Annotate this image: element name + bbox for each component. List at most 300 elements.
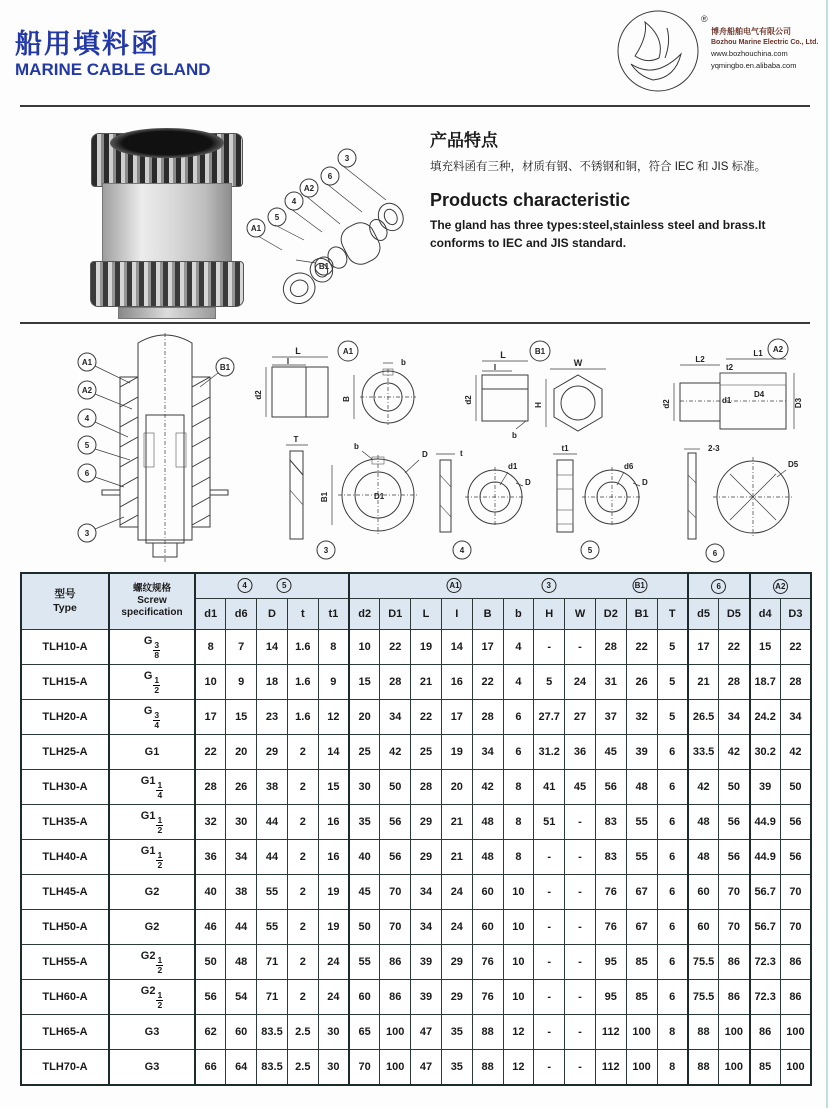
cell-d4: 72.3	[750, 980, 781, 1015]
features-body-en: The gland has three types:steel,stainless steel and brass.It conforms to IEC and JIS standard.	[430, 218, 766, 250]
dim-a1-L: L	[295, 346, 301, 356]
cell-D1: 70	[380, 875, 411, 910]
cell-H: -	[534, 910, 565, 945]
cell-B: 76	[472, 980, 503, 1015]
cell-D1: 22	[380, 630, 411, 665]
company-logo-icon	[615, 8, 701, 94]
cell-D3: 70	[780, 875, 811, 910]
cell-L: 29	[411, 840, 442, 875]
cell-I: 20	[441, 770, 472, 805]
callout-a2: A2	[303, 184, 315, 193]
cell-D2: 83	[595, 805, 626, 840]
cell-t1: 8	[318, 630, 349, 665]
cell-T: 8	[657, 1050, 688, 1086]
column-header-d5: d5	[688, 599, 719, 630]
cell-d6: 9	[226, 665, 257, 700]
cell-screw-spec: G2 $\frac{1}{2}$	[109, 945, 195, 980]
cell-H: -	[534, 945, 565, 980]
page-title-chinese: 船用填料函	[15, 29, 160, 59]
cell-d1: 28	[195, 770, 226, 805]
detail-a2-tag: A2	[772, 345, 784, 354]
cell-t: 2	[287, 770, 318, 805]
cell-I: 17	[441, 700, 472, 735]
cell-d5: 33.5	[688, 735, 719, 770]
cell-T: 5	[657, 630, 688, 665]
cell-D: 55	[257, 875, 288, 910]
cell-D: 83.5	[257, 1050, 288, 1086]
cell-b: 4	[503, 630, 534, 665]
cell-d2: 40	[349, 840, 380, 875]
cell-screw-spec: G $\frac{1}{2}$	[109, 665, 195, 700]
cell-b: 10	[503, 945, 534, 980]
cell-D1: 28	[380, 665, 411, 700]
cell-d6: 48	[226, 945, 257, 980]
cell-d4: 24.2	[750, 700, 781, 735]
dim-5-d6: d6	[624, 462, 634, 471]
cell-d2: 15	[349, 665, 380, 700]
column-header-T: T	[657, 599, 688, 630]
cell-t1: 16	[318, 840, 349, 875]
dim-a2-t2: t2	[726, 363, 734, 372]
callout-a1: A1	[250, 224, 262, 233]
cell-b: 12	[503, 1050, 534, 1086]
cell-L: 21	[411, 665, 442, 700]
cell-D5: 70	[719, 875, 750, 910]
cell-H: -	[534, 630, 565, 665]
cell-d1: 10	[195, 665, 226, 700]
cell-D1: 100	[380, 1050, 411, 1086]
cell-D1: 56	[380, 840, 411, 875]
dim-a1-b: b	[401, 358, 406, 367]
cell-I: 21	[441, 840, 472, 875]
cell-I: 19	[441, 735, 472, 770]
group-tag-6: 6	[711, 579, 726, 594]
detail-4-drawing	[436, 449, 531, 559]
features-heading-cn: 产品特点	[430, 131, 498, 150]
cell-type: TLH45-A	[21, 875, 109, 910]
callout-3: 3	[344, 154, 350, 163]
cell-D5: 42	[719, 735, 750, 770]
cell-D1: 56	[380, 805, 411, 840]
cell-I: 35	[441, 1050, 472, 1086]
cell-B1: 26	[626, 665, 657, 700]
dim-a1-I: I	[286, 357, 290, 366]
cell-b: 8	[503, 805, 534, 840]
column-header-D1: D1	[380, 599, 411, 630]
cell-D3: 86	[780, 945, 811, 980]
cell-d1: 32	[195, 805, 226, 840]
cell-W: -	[565, 840, 596, 875]
cell-L: 34	[411, 910, 442, 945]
cell-T: 6	[657, 980, 688, 1015]
cell-W: 27	[565, 700, 596, 735]
cell-D2: 45	[595, 735, 626, 770]
group-tag-5: 5	[277, 578, 292, 593]
table-row	[21, 1050, 811, 1086]
cell-T: 6	[657, 735, 688, 770]
detail-b1-tag: B1	[534, 347, 546, 356]
dim-3-D1: D1	[374, 492, 385, 501]
features-heading-en: Products characteristic	[430, 190, 631, 211]
cell-L: 47	[411, 1015, 442, 1050]
company-logo-block	[615, 8, 825, 100]
company-website: www.bozhouchina.com	[711, 49, 788, 58]
cell-d1: 50	[195, 945, 226, 980]
cell-d5: 42	[688, 770, 719, 805]
cell-d2: 35	[349, 805, 380, 840]
photo-body	[102, 183, 232, 263]
cell-D2: 83	[595, 840, 626, 875]
cell-screw-spec: G2	[109, 875, 195, 910]
cell-W: -	[565, 805, 596, 840]
cell-d5: 21	[688, 665, 719, 700]
detail-6-tag: 6	[712, 549, 718, 558]
cell-D: 71	[257, 945, 288, 980]
assembly-callout-3: 3	[84, 529, 90, 538]
dim-b1-H: H	[534, 402, 543, 408]
cell-W: 24	[565, 665, 596, 700]
cell-D3: 56	[780, 805, 811, 840]
cell-d2: 10	[349, 630, 380, 665]
cell-I: 35	[441, 1015, 472, 1050]
cell-b: 10	[503, 875, 534, 910]
cell-D2: 56	[595, 770, 626, 805]
column-header-t: t	[287, 599, 318, 630]
column-header-d6: d6	[226, 599, 257, 630]
column-header-B1: B1	[626, 599, 657, 630]
callout-5: 5	[274, 213, 280, 222]
cell-d4: 44.9	[750, 840, 781, 875]
photo-top-nut	[91, 133, 243, 187]
dim-4-D: D	[525, 478, 531, 487]
cell-D: 83.5	[257, 1015, 288, 1050]
cell-W: 36	[565, 735, 596, 770]
cell-T: 5	[657, 700, 688, 735]
cell-d1: 56	[195, 980, 226, 1015]
dim-3-b: b	[354, 442, 359, 451]
cell-L: 29	[411, 805, 442, 840]
cell-d6: 15	[226, 700, 257, 735]
detail-a1-drawing	[254, 341, 416, 425]
cell-B1: 100	[626, 1050, 657, 1086]
detail-a2-drawing	[662, 339, 803, 429]
cell-d5: 48	[688, 805, 719, 840]
dim-a2-D4: D4	[754, 390, 765, 399]
cell-t1: 14	[318, 735, 349, 770]
callout-4: 4	[291, 197, 297, 206]
table-row	[21, 945, 811, 980]
cell-screw-spec: G3	[109, 1015, 195, 1050]
cell-B1: 48	[626, 770, 657, 805]
group-6	[688, 573, 750, 599]
cell-screw-spec: G3	[109, 1050, 195, 1086]
cell-D: 23	[257, 700, 288, 735]
product-features	[430, 120, 822, 252]
cell-D2: 76	[595, 875, 626, 910]
cell-type: TLH55-A	[21, 945, 109, 980]
header-divider	[20, 105, 810, 107]
dim-a1-B: B	[342, 396, 351, 402]
cell-b: 10	[503, 980, 534, 1015]
cell-D5: 70	[719, 910, 750, 945]
callout-6: 6	[327, 172, 333, 181]
cell-t: 2.5	[287, 1050, 318, 1086]
cell-D1: 86	[380, 945, 411, 980]
cell-T: 6	[657, 840, 688, 875]
photo-base	[118, 307, 216, 319]
table-row	[21, 910, 811, 945]
cell-H: 5	[534, 665, 565, 700]
group-a2	[750, 573, 812, 599]
cell-D2: 31	[595, 665, 626, 700]
cell-H: -	[534, 980, 565, 1015]
cell-T: 8	[657, 1015, 688, 1050]
table-row	[21, 840, 811, 875]
cell-B: 42	[472, 770, 503, 805]
product-photo	[78, 133, 256, 303]
cell-d2: 25	[349, 735, 380, 770]
cell-type: TLH50-A	[21, 910, 109, 945]
cell-I: 29	[441, 980, 472, 1015]
cell-t: 2	[287, 910, 318, 945]
cell-d5: 75.5	[688, 980, 719, 1015]
cell-type: TLH25-A	[21, 735, 109, 770]
column-header-D: D	[257, 599, 288, 630]
dim-b1-I: I	[493, 363, 497, 372]
dim-3-D: D	[422, 450, 428, 459]
detail-5-tag: 5	[587, 546, 593, 555]
callout-b1: B1	[318, 262, 330, 271]
assembly-callout-b1: B1	[219, 363, 231, 372]
cell-t: 2	[287, 875, 318, 910]
cell-d1: 8	[195, 630, 226, 665]
group-tag-4: 4	[237, 578, 252, 593]
cell-t: 2	[287, 805, 318, 840]
cell-T: 6	[657, 945, 688, 980]
cell-L: 34	[411, 875, 442, 910]
cell-B: 60	[472, 910, 503, 945]
dim-6-gap: 2-3	[708, 444, 720, 453]
cell-d4: 18.7	[750, 665, 781, 700]
cell-T: 6	[657, 910, 688, 945]
cell-D2: 28	[595, 630, 626, 665]
cell-I: 24	[441, 910, 472, 945]
cell-d6: 44	[226, 910, 257, 945]
cell-B1: 55	[626, 805, 657, 840]
cell-d5: 88	[688, 1050, 719, 1086]
cell-D2: 76	[595, 910, 626, 945]
page-header	[0, 0, 830, 105]
cell-d1: 62	[195, 1015, 226, 1050]
cell-t1: 30	[318, 1015, 349, 1050]
dim-4-t: t	[460, 449, 463, 458]
header-screw-spec: 螺纹规格 Screw specification	[109, 573, 195, 630]
cell-t: 2	[287, 980, 318, 1015]
cell-D3: 34	[780, 700, 811, 735]
cell-t1: 19	[318, 910, 349, 945]
cell-d1: 17	[195, 700, 226, 735]
table-row	[21, 1015, 811, 1050]
cell-d2: 20	[349, 700, 380, 735]
cell-b: 6	[503, 735, 534, 770]
cell-D5: 100	[719, 1015, 750, 1050]
cell-L: 25	[411, 735, 442, 770]
dim-b1-L: L	[500, 350, 506, 360]
cell-d4: 72.3	[750, 945, 781, 980]
cell-D3: 86	[780, 980, 811, 1015]
cell-D2: 112	[595, 1015, 626, 1050]
cell-B: 17	[472, 630, 503, 665]
cell-D: 29	[257, 735, 288, 770]
cell-L: 39	[411, 945, 442, 980]
column-header-I: I	[441, 599, 472, 630]
cell-t1: 12	[318, 700, 349, 735]
cell-D3: 56	[780, 840, 811, 875]
cell-t: 2	[287, 945, 318, 980]
cell-B1: 39	[626, 735, 657, 770]
cell-t1: 9	[318, 665, 349, 700]
company-name-english: Bozhou Marine Electric Co., Ltd.	[711, 39, 819, 46]
cell-D5: 50	[719, 770, 750, 805]
cell-t1: 24	[318, 945, 349, 980]
cell-H: -	[534, 1015, 565, 1050]
cell-type: TLH70-A	[21, 1050, 109, 1086]
cell-t: 2	[287, 840, 318, 875]
cell-I: 21	[441, 805, 472, 840]
cell-d2: 30	[349, 770, 380, 805]
cell-I: 14	[441, 630, 472, 665]
cell-t1: 19	[318, 875, 349, 910]
detail-a1-tag: A1	[342, 347, 354, 356]
cell-t1: 16	[318, 805, 349, 840]
cell-D: 44	[257, 805, 288, 840]
cell-D3: 100	[780, 1050, 811, 1086]
cell-D2: 95	[595, 945, 626, 980]
assembly-drawing	[78, 333, 234, 563]
cell-d2: 45	[349, 875, 380, 910]
group-a1-3-b1	[349, 573, 688, 599]
cell-type: TLH10-A	[21, 630, 109, 665]
cell-d2: 60	[349, 980, 380, 1015]
cell-d2: 55	[349, 945, 380, 980]
cell-d1: 40	[195, 875, 226, 910]
cell-T: 6	[657, 770, 688, 805]
dim-a2-d1: d1	[722, 396, 732, 405]
dim-a2-L2: L2	[695, 355, 705, 364]
cell-H: -	[534, 875, 565, 910]
cell-t1: 30	[318, 1050, 349, 1086]
column-header-d2: d2	[349, 599, 380, 630]
cell-d4: 44.9	[750, 805, 781, 840]
table-row	[21, 630, 811, 665]
cell-L: 22	[411, 700, 442, 735]
cell-D3: 50	[780, 770, 811, 805]
dim-5-t1: t1	[561, 444, 569, 453]
cell-D2: 112	[595, 1050, 626, 1086]
cell-t: 1.6	[287, 665, 318, 700]
cell-b: 4	[503, 665, 534, 700]
cell-d4: 86	[750, 1015, 781, 1050]
dim-5-D: D	[642, 478, 648, 487]
cell-B1: 32	[626, 700, 657, 735]
cell-D5: 56	[719, 805, 750, 840]
column-header-D2: D2	[595, 599, 626, 630]
cell-d5: 60	[688, 875, 719, 910]
assembly-callout-a2: A2	[81, 386, 93, 395]
cell-type: TLH20-A	[21, 700, 109, 735]
cell-d6: 7	[226, 630, 257, 665]
cell-D5: 100	[719, 1050, 750, 1086]
spec-table-body	[21, 630, 811, 1086]
dim-b1-W: W	[573, 358, 583, 368]
assembly-callout-a1: A1	[81, 358, 93, 367]
cell-d2: 70	[349, 1050, 380, 1086]
table-row	[21, 700, 811, 735]
cell-d1: 46	[195, 910, 226, 945]
cell-D3: 28	[780, 665, 811, 700]
cell-d5: 75.5	[688, 945, 719, 980]
detail-3-tag: 3	[323, 546, 329, 555]
cell-B: 60	[472, 875, 503, 910]
cell-W: -	[565, 980, 596, 1015]
cell-H: 51	[534, 805, 565, 840]
cell-W: -	[565, 875, 596, 910]
cell-H: -	[534, 1050, 565, 1086]
cell-W: -	[565, 945, 596, 980]
cell-t1: 24	[318, 980, 349, 1015]
cell-D5: 56	[719, 840, 750, 875]
cell-b: 8	[503, 840, 534, 875]
cell-d4: 85	[750, 1050, 781, 1086]
dim-a2-d2: d2	[662, 399, 671, 409]
specification-table-wrap	[20, 572, 810, 1086]
cell-t: 2	[287, 735, 318, 770]
cell-d1: 22	[195, 735, 226, 770]
cell-L: 47	[411, 1050, 442, 1086]
cell-D5: 86	[719, 980, 750, 1015]
cell-I: 24	[441, 875, 472, 910]
assembly-callout-6: 6	[84, 469, 90, 478]
cell-L: 28	[411, 770, 442, 805]
column-header-W: W	[565, 599, 596, 630]
assembly-callout-5: 5	[84, 441, 90, 450]
cell-B1: 85	[626, 945, 657, 980]
column-header-d4: d4	[750, 599, 781, 630]
detail-b1-drawing	[464, 341, 606, 440]
dim-6-D5: D5	[788, 460, 799, 469]
cell-D1: 50	[380, 770, 411, 805]
cell-type: TLH15-A	[21, 665, 109, 700]
cell-screw-spec: G1 $\frac{1}{2}$	[109, 840, 195, 875]
cell-D2: 95	[595, 980, 626, 1015]
cell-t: 1.6	[287, 630, 318, 665]
cell-D5: 34	[719, 700, 750, 735]
cell-H: 41	[534, 770, 565, 805]
cell-D1: 100	[380, 1015, 411, 1050]
cell-D3: 100	[780, 1015, 811, 1050]
cell-B1: 100	[626, 1015, 657, 1050]
dim-a2-D3: D3	[794, 397, 803, 409]
column-header-t1: t1	[318, 599, 349, 630]
cell-D5: 86	[719, 945, 750, 980]
column-header-b: b	[503, 599, 534, 630]
header-type: 型号 Type	[21, 573, 109, 630]
cell-B: 48	[472, 805, 503, 840]
cell-d5: 26.5	[688, 700, 719, 735]
cell-d5: 60	[688, 910, 719, 945]
cell-D: 55	[257, 910, 288, 945]
cell-type: TLH65-A	[21, 1015, 109, 1050]
